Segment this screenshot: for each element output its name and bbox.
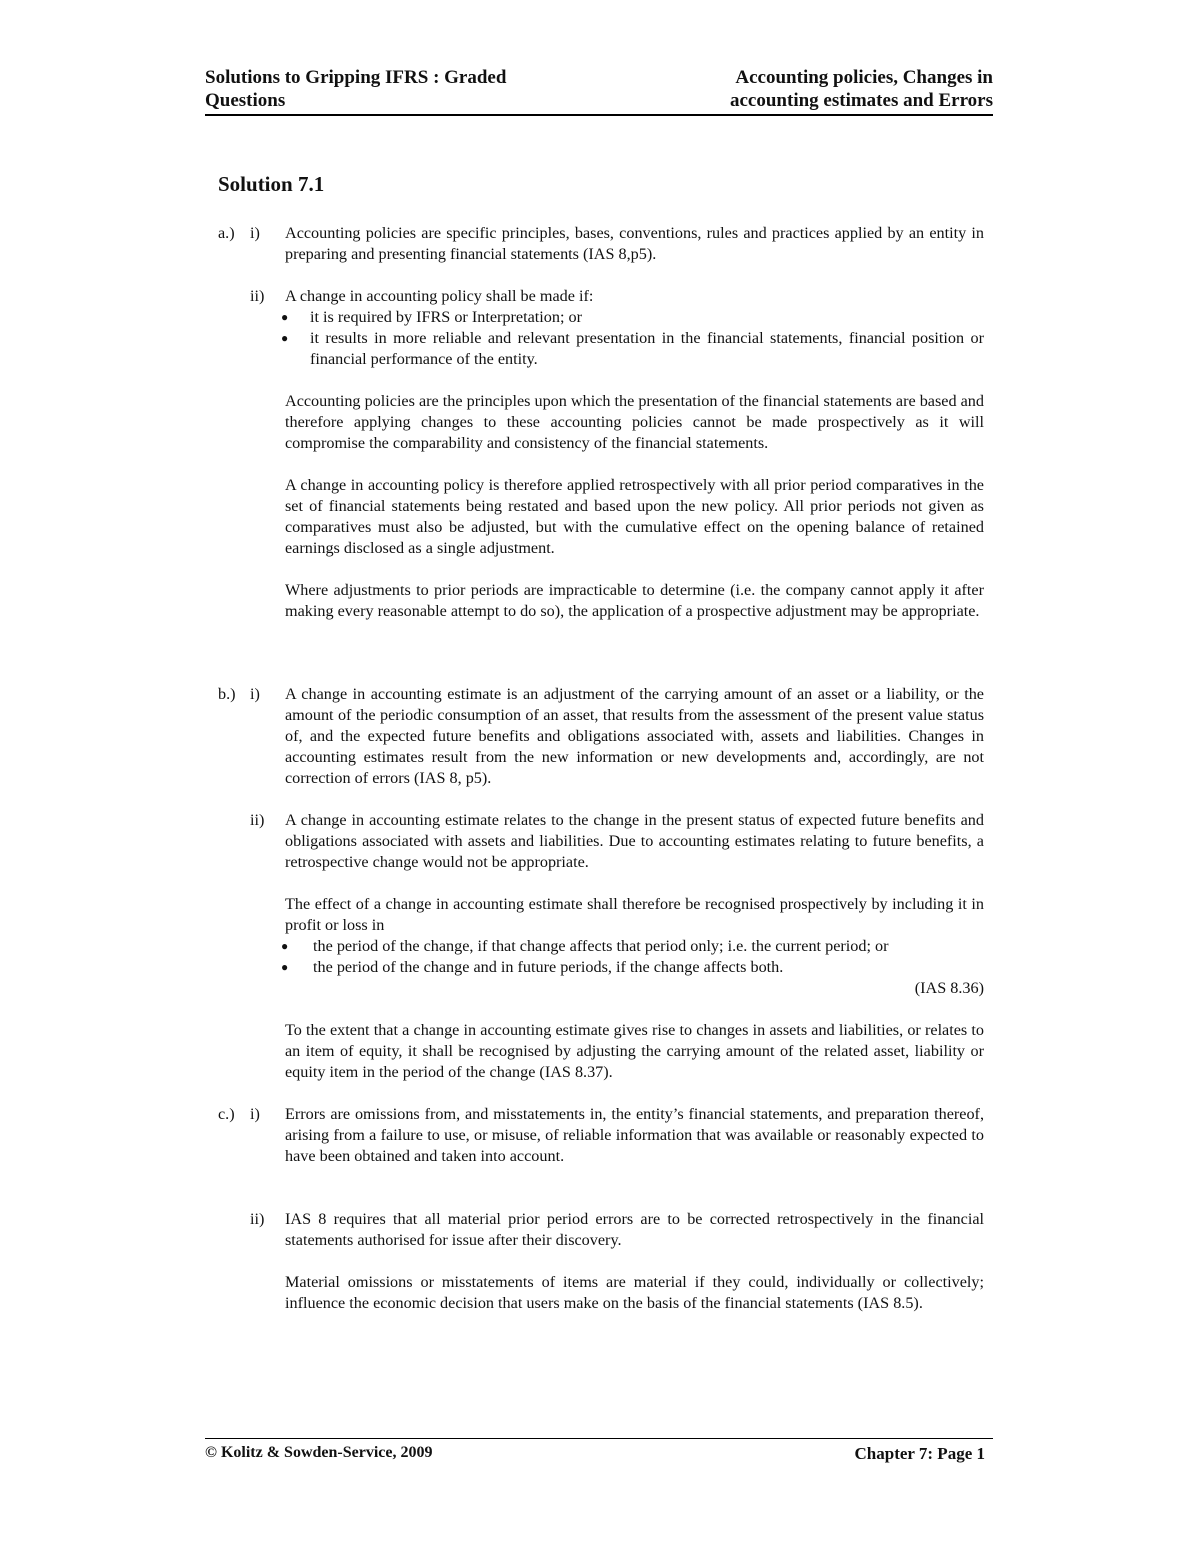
section-a-i xyxy=(218,223,984,265)
bullet-list xyxy=(281,936,984,978)
header-chapter-title: Accounting policies, Changes in accounting estimates and Errors xyxy=(730,67,993,111)
paragraph: A change in accounting policy shall be made if: xyxy=(285,287,594,305)
subpart-label: i) xyxy=(250,1105,260,1123)
paragraph: A change in accounting policy is therefore applied retrospectively with all prior period comparatives in the set of financial statements being restated and based upon the new policy. All prior periods not given as comparatives must also be adjusted, but with the cumulative effect on the opening balance of retained earnings disclosed as a single adjustment. xyxy=(285,476,984,557)
bullet-icon: ● xyxy=(281,939,289,953)
bullet-icon: ● xyxy=(281,331,289,345)
section-label: c.) xyxy=(218,1105,235,1123)
section-a-ii xyxy=(218,286,984,622)
list-item: ● it is required by IFRS or Interpretation; or xyxy=(281,308,582,326)
list-item: ● the period of the change and in future periods, if the change affects both. xyxy=(281,958,784,976)
paragraph: A change in accounting estimate relates to the change in the present status of expected future benefits and obligations associated with assets and liabilities. Due to accounting estimates relating to future benefits, a retrospective change would not be appropriate. xyxy=(285,811,984,871)
page-footer xyxy=(205,1438,993,1463)
solution-body xyxy=(218,223,984,1314)
paragraph: IAS 8 requires that all material prior period errors are to be corrected retrospectively in the financial statements authorised for issue after their discovery. xyxy=(285,1210,984,1249)
page-number: Chapter 7: Page 1 xyxy=(854,1444,985,1463)
reference-note: (IAS 8.36) xyxy=(914,979,984,997)
subpart-label: ii) xyxy=(250,811,265,829)
section-label: a.) xyxy=(218,224,235,242)
bullet-list xyxy=(281,307,984,370)
section-label: b.) xyxy=(218,685,236,703)
paragraph: Where adjustments to prior periods are impracticable to determine (i.e. the company cannot apply it after making every reasonable attempt to do so), the application of a prospective adjustment may be appropriate. xyxy=(285,581,984,620)
solution-title: Solution 7.1 xyxy=(218,172,325,196)
list-item: ● it results in more reliable and relevant presentation in the financial statements, financial position or financial performance of the entity. xyxy=(281,329,984,368)
copyright-notice: © Kolitz & Sowden-Service, 2009 xyxy=(205,1444,433,1461)
paragraph: Material omissions or misstatements of items are material if they could, individually or collectively; influence the economic decision that users make on the basis of the financial statements (IAS 8.5). xyxy=(285,1273,984,1312)
paragraph: The effect of a change in accounting estimate shall therefore be recognised prospectively by including it in profit or loss in xyxy=(285,895,984,934)
list-item: ● the period of the change, if that change affects that period only; i.e. the current period; or xyxy=(281,937,889,955)
subpart-label: i) xyxy=(250,224,260,242)
section-c-i xyxy=(218,1104,984,1167)
subpart-label: ii) xyxy=(250,287,265,305)
section-b-i xyxy=(218,684,984,789)
paragraph: Errors are omissions from, and misstatements in, the entity’s financial statements, and preparation thereof, arising from a failure to use, or misuse, of reliable information that was available or reasonably expected to have been obtained and taken into account. xyxy=(285,1105,984,1165)
subpart-label: i) xyxy=(250,685,260,703)
bullet-icon: ● xyxy=(281,310,289,324)
subpart-label: ii) xyxy=(250,1210,265,1228)
paragraph: To the extent that a change in accounting estimate gives rise to changes in assets and liabilities, or relates to an item of equity, it shall be recognised by adjusting the carrying amount of the related asset, liability or equity item in the period of the change (IAS 8.37). xyxy=(285,1021,984,1081)
header-book-title: Solutions to Gripping IFRS : Graded Questions xyxy=(205,67,507,111)
bullet-icon: ● xyxy=(281,960,289,974)
paragraph: Accounting policies are the principles upon which the presentation of the financial statements are based and therefore applying changes to these accounting policies cannot be made prospectively as it will compromise the comparability and consistency of the financial statements. xyxy=(285,392,984,452)
paragraph: Accounting policies are specific principles, bases, conventions, rules and practices applied by an entity in preparing and presenting financial statements (IAS 8,p5). xyxy=(285,224,984,263)
page-header xyxy=(205,66,993,116)
paragraph: A change in accounting estimate is an adjustment of the carrying amount of an asset or a liability, or the amount of the periodic consumption of an asset, that results from the assessment of the present value status of, and the expected future benefits and obligations associated with, assets and liabilities. Changes in accounting estimates result from the new information or new developments and, accordingly, are not correction of errors (IAS 8, p5). xyxy=(285,685,984,787)
section-b-ii xyxy=(218,810,984,1083)
section-c-ii xyxy=(218,1209,984,1314)
